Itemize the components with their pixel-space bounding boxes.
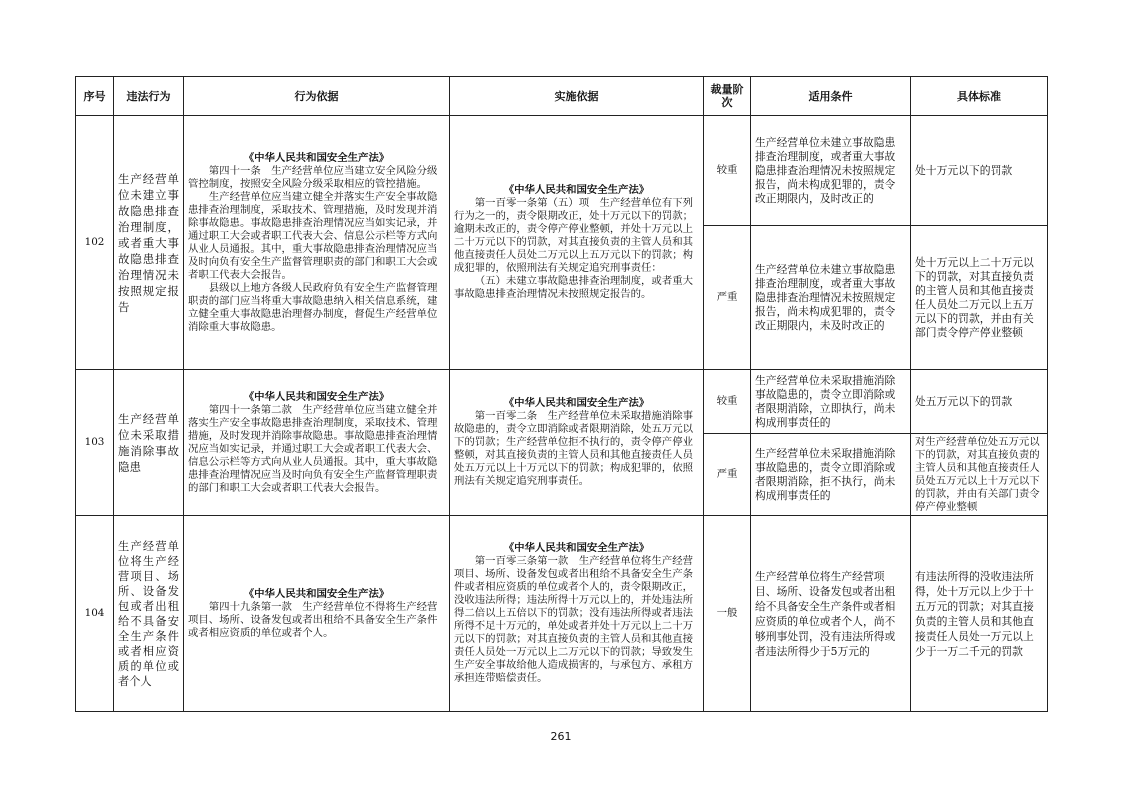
impl-paragraph: （五）未建立事故隐患排查治理制度，或者重大事故隐患排查治理情况未按照规定报告的。 [454,275,693,300]
impl-law-title: 《中华人民共和国安全生产法》 [503,542,650,554]
row-seq: 102 [76,116,114,370]
table-row [76,370,1048,434]
basis-paragraph: 第四十一条第二款 生产经营单位应当建立健全并落实生产安全事故隐患排查治理制度，采取技术、管理措施，及时发现并消除事故隐患。事故隐患排查治理情况应当如实记录，并通过职工大会或者职工代表大会、信息公示栏等方式向从业人员通报。其中，重大事故隐患排查治理情况应当及时向负有安全生产监督管理职责的部门和职工大会或者职工代表大会报告。 [188,403,438,494]
basis-law-title: 《中华人民共和国安全生产法》 [243,587,390,600]
row-level: 一般 [704,516,751,712]
row-impl [450,116,704,370]
row-level: 较重 [704,370,751,434]
table-row [76,516,1048,712]
impl-law-title: 《中华人民共和国安全生产法》 [503,184,650,196]
row-cond: 生产经营单位将生产经营项目、场所、设备发包或者出租给不具备安全生产条件或者相应资质的单位或者个人，尚不够刑事处罚，没有违法所得或者违法所得少于5万元的 [751,516,911,712]
basis-paragraph: 生产经营单位应当建立健全并落实生产安全事故隐患排查治理制度，采取技术、管理措施，及时发现并消除事故隐患。事故隐患排查治理情况应当如实记录，并通过职工大会或者职工代表大会、信息公示栏等方式向从业人员通报。其中，重大事故隐患排查治理情况应当及时向负有安全生产监督管理职责的部门和职工大会或者职工代表大会报告。 [188,190,438,281]
impl-law-title: 《中华人民共和国安全生产法》 [503,397,650,409]
regulation-table [75,76,1048,712]
row-level: 严重 [704,226,751,370]
page-number: 261 [550,730,572,743]
row-basis [184,116,450,370]
header-act: 违法行为 [114,77,184,116]
row-cond: 生产经营单位未建立事故隐患排查治理制度，或者重大事故隐患排查治理情况未按照规定报告，尚未构成犯罪的，责令改正期限内，未及时改正的 [751,226,911,370]
basis-paragraph: 县级以上地方各级人民政府负有安全生产监督管理职责的部门应当将重大事故隐患纳入相关信息系统，建立健全重大事故隐患治理督办制度，督促生产经营单位消除重大事故隐患。 [188,281,438,333]
header-impl: 实施依据 [450,77,704,116]
basis-paragraph: 第四十九条第一款 生产经营单位不得将生产经营项目、场所、设备发包或者出租给不具备安全生产条件或者相应资质的单位或者个人。 [188,600,438,639]
header-level: 裁量阶次 [704,77,751,116]
table-row [76,116,1048,226]
basis-law-title: 《中华人民共和国安全生产法》 [243,151,390,164]
row-act: 生产经营单位未建立事故隐患排查治理制度，或者重大事故隐患排查治理情况未按照规定报告 [114,116,184,370]
header-std: 具体标准 [911,77,1048,116]
row-std: 有违法所得的没收违法所得，处十万元以上少于十五万元的罚款；对其直接负责的主管人员和其他直接责任人员处一万元以上少于一万二千元的罚款 [911,516,1048,712]
row-cond: 生产经营单位未建立事故隐患排查治理制度，或者重大事故隐患排查治理情况未按照规定报告，尚未构成犯罪的，责令改正期限内，及时改正的 [751,116,911,226]
row-basis [184,516,450,712]
row-impl [450,370,704,516]
row-std: 处五万元以下的罚款 [911,370,1048,434]
header-cond: 适用条件 [751,77,911,116]
row-std: 处十万元以下的罚款 [911,116,1048,226]
impl-paragraph: 第一百零三条第一款 生产经营单位将生产经营项目、场所、设备发包或者出租给不具备安全生产条件或者相应资质的单位或者个人的，责令限期改正，没收违法所得；违法所得十万元以上的，并处违法所得二倍以上五倍以下的罚款；没有违法所得或者违法所得不足十万元的，单处或者并处十万元以上二十万元以下的罚款；对其直接负责的主管人员和其他直接责任人员处一万元以上二万元以下的罚款；导致发生生产安全事故给他人造成损害的，与承包方、承租方承担连带赔偿责任。 [454,555,693,684]
row-seq: 103 [76,370,114,516]
basis-law-title: 《中华人民共和国安全生产法》 [243,390,390,403]
header-row [76,77,1048,116]
row-seq: 104 [76,516,114,712]
row-act: 生产经营单位将生产经营项目、场所、设备发包或者出租给不具备安全生产条件或者相应资质的单位或者个人 [114,516,184,712]
row-level: 较重 [704,116,751,226]
row-std: 处十万元以上二十万元以下的罚款，对其直接负责的主管人员和其他直接责任人员处二万元以上五万元以下的罚款，并由有关部门责令停产停业整顿 [911,226,1048,370]
header-basis: 行为依据 [184,77,450,116]
impl-paragraph: 第一百零一条第（五）项 生产经营单位有下列行为之一的，责令限期改正，处十万元以下的罚款；逾期未改正的，责令停产停业整顿，并处十万元以上二十万元以下的罚款，对其直接负责的主管人员和其他直接责任人员处二万元以上五万元以下的罚款；构成犯罪的，依照刑法有关规定追究刑事责任： [454,197,693,274]
row-cond: 生产经营单位未采取措施消除事故隐患的，责令立即消除或者限期消除，拒不执行，尚未构成刑事责任的 [751,434,911,516]
header-seq: 序号 [76,77,114,116]
row-std: 对生产经营单位处五万元以下的罚款，对其直接负责的主管人员和其他直接责任人员处五万元以上十万元以下的罚款，并由有关部门责令停产停业整顿 [911,434,1048,516]
basis-paragraph: 第四十一条 生产经营单位应当建立安全风险分级管控制度，按照安全风险分级采取相应的管控措施。 [188,164,438,190]
impl-paragraph: 第一百零二条 生产经营单位未采取措施消除事故隐患的，责令立即消除或者限期消除，处五万元以下的罚款；生产经营单位拒不执行的，责令停产停业整顿，对其直接负责的主管人员和其他直接责任人员处五万元以上十万元以下的罚款；构成犯罪的，依照刑法有关规定追究刑事责任。 [454,410,693,487]
row-act: 生产经营单位未采取措施消除事故隐患 [114,370,184,516]
row-basis [184,370,450,516]
row-impl [450,516,704,712]
row-cond: 生产经营单位未采取措施消除事故隐患的，责令立即消除或者限期消除，立即执行，尚未构成刑事责任的 [751,370,911,434]
row-level: 严重 [704,434,751,516]
